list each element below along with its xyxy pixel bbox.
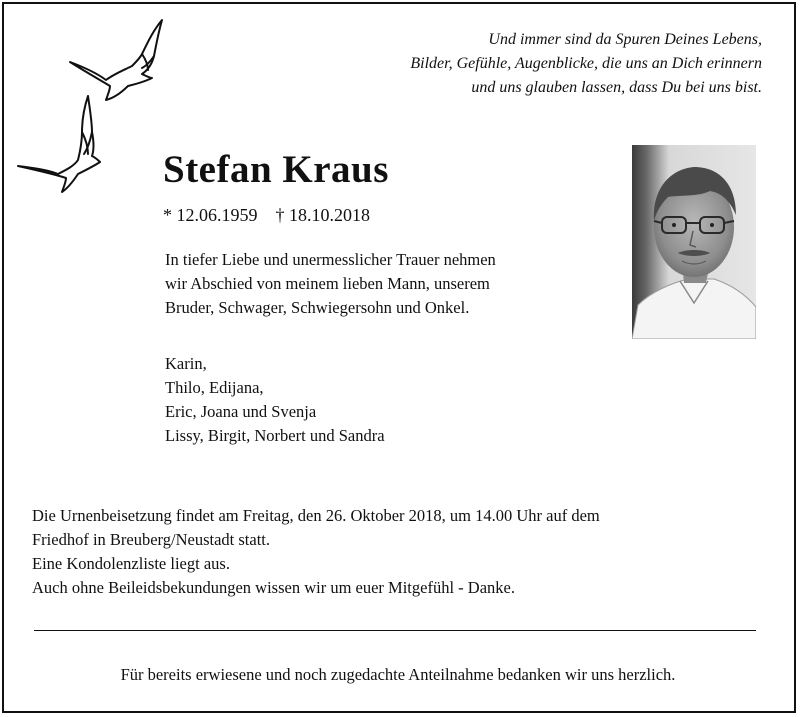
- dove-upper-icon: [70, 20, 162, 100]
- mourning-message: [165, 248, 496, 320]
- message-line: In tiefer Liebe und unermesslicher Trauer nehmen: [165, 250, 496, 269]
- divider-line: [34, 630, 756, 631]
- family-line: Eric, Joana und Svenja: [165, 402, 317, 421]
- family-signatures: [165, 352, 385, 448]
- service-line: Friedhof in Breuberg/Neustadt statt.: [32, 530, 270, 549]
- service-line: Die Urnenbeisetzung findet am Freitag, den 26. Oktober 2018, um 14.00 Uhr auf dem: [32, 506, 600, 525]
- dove-lower-icon: [18, 96, 100, 192]
- birth-date: * 12.06.1959: [163, 205, 258, 225]
- life-dates: [163, 203, 370, 227]
- quote-line: Und immer sind da Spuren Deines Lebens,: [488, 31, 762, 48]
- quote-line: Bilder, Gefühle, Augenblicke, die uns an Dich erinnern: [410, 55, 762, 72]
- family-line: Thilo, Edijana,: [165, 378, 264, 397]
- memorial-quote: [410, 28, 762, 100]
- doves-illustration: [14, 16, 174, 206]
- service-line: Auch ohne Beileidsbekundungen wissen wir um euer Mitgefühl - Danke.: [32, 578, 515, 597]
- message-line: wir Abschied von meinem lieben Mann, unserem: [165, 274, 490, 293]
- quote-line: und uns glauben lassen, dass Du bei uns bist.: [471, 79, 762, 96]
- family-line: Karin,: [165, 354, 207, 373]
- service-line: Eine Kondolenzliste liegt aus.: [32, 554, 230, 573]
- death-date: † 18.10.2018: [275, 205, 370, 225]
- thanks-note: Für bereits erwiesene und noch zugedachte Anteilnahme bedanken wir uns herzlich.: [120, 665, 676, 684]
- portrait-photo: [632, 145, 756, 339]
- funeral-notice: [32, 504, 600, 600]
- family-line: Lissy, Birgit, Norbert und Sandra: [165, 426, 385, 445]
- message-line: Bruder, Schwager, Schwiegersohn und Onkel.: [165, 298, 470, 317]
- deceased-name: Stefan Kraus: [163, 148, 389, 191]
